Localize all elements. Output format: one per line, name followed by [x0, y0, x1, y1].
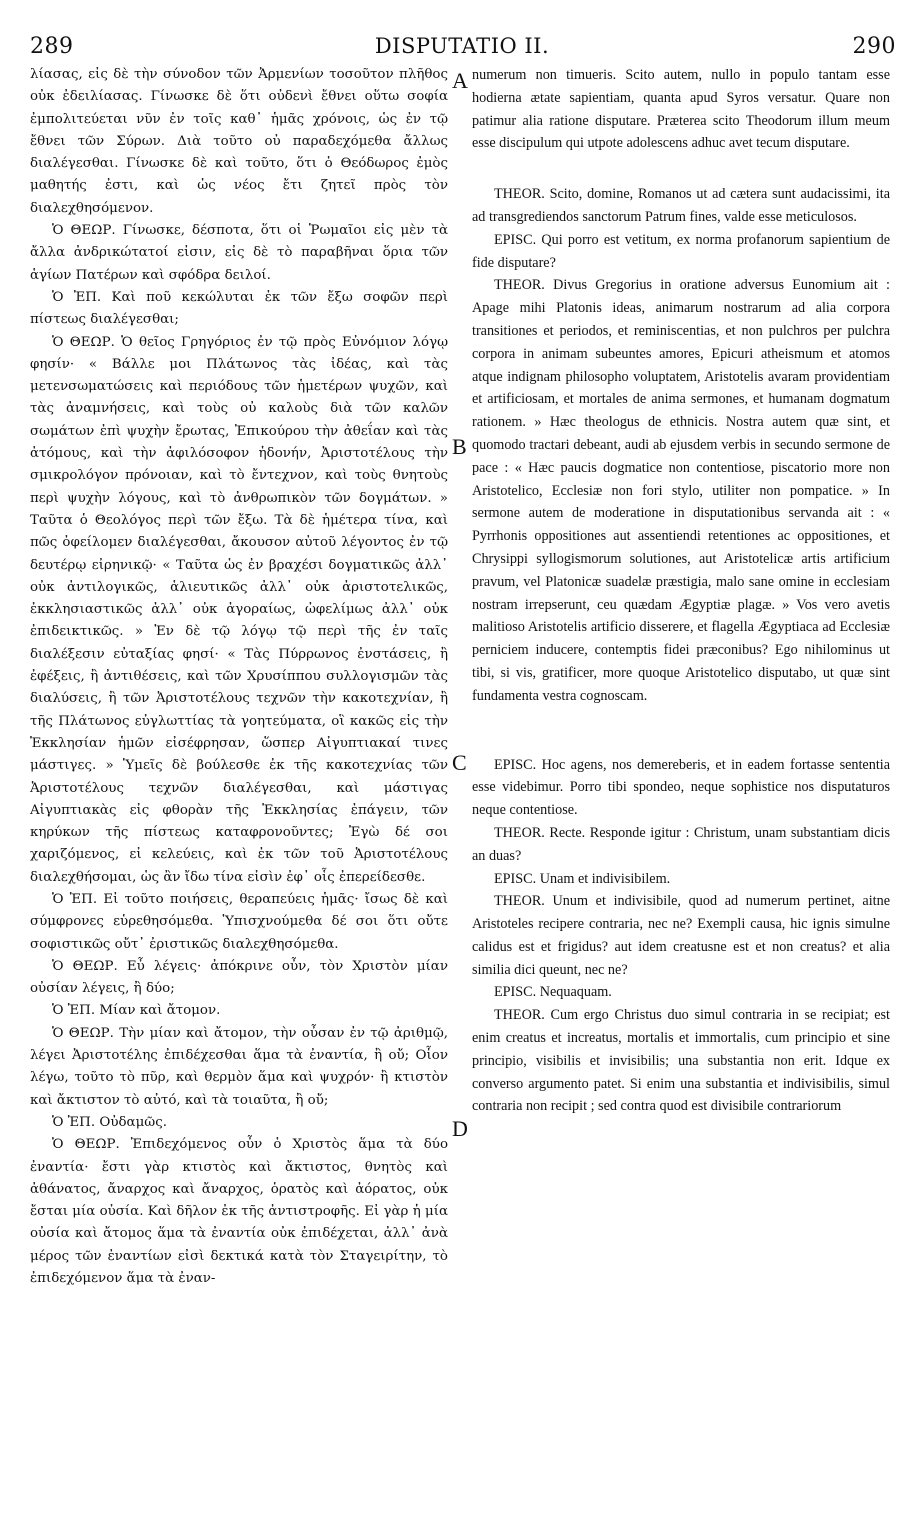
latin-paragraph: THEOR. Unum et indivisibile, quod ad numerum pertinet, aitne Aristoteles recipere contraria, nec ne? Exempli causa, hic ignis simulne calidus est et frigidus? aut idem creatusne est et non creatus? et alia similia dici queunt, nec ne?	[472, 893, 890, 978]
margin-marker-d: D	[452, 1116, 468, 1141]
greek-paragraph: Ὁ ΘΕΩΡ. Εὖ λέγεις· ἀπόκρινε οὖν, τὸν Χριστὸν μίαν οὐσίαν λέγεις, ἢ δύο;	[30, 958, 448, 997]
running-title: DISPUTATIO II.	[374, 34, 550, 58]
latin-paragraph: numerum non timueris. Scito autem, nullo in populo tantam esse hodierna ætate sapientiam, quanta apud Syros versatur. Quare non patimur alia ratione disputare. Præterea scito Theodorum illum meum esse discipulum qui utpote adolescens adhuc avet tecum disputare.	[472, 67, 890, 152]
greek-paragraph: λίασας, εἰς δὲ τὴν σύνοδον τῶν Ἀρμενίων τοσοῦτον πλῆθος οὐκ ἐδειλίασας. Γίνωσκε δὲ ὅτι οὐδενὶ ἔθνει οὕτω σοφία ἐμπολιτεύεται νῦν ἐν τοῖς καθ᾽ ἡμᾶς χρόνοις, ὡς ἐν τῷ ἔθνει τῶν Σύρων. Διὰ τοῦτο οὐ παραδεχόμεθα ἄλλως διαλέγεσθαι. Γίνωσκε δὲ καὶ τοῦτο, ὅτι ὁ Θεόδωρος ἐμὸς μαθητής ἐστι, καὶ ὡς νέος ἔτι ζητεῖ πρὸς τὸν διαλεχθησόμενον.	[30, 67, 448, 216]
latin-paragraph: EPISC. Hoc agens, nos demereberis, et in eadem fortasse sententia esse videbimur. Porro tibi spondeo, neque sophistice nos disputaturos neque contentiose.	[472, 756, 890, 819]
greek-paragraph: Ὁ ἘΠ. Εἰ τοῦτο ποιήσεις, θεραπεύεις ἡμᾶς· ἴσως δὲ καὶ σύμφρονες εὑρεθησόμεθα. Ὑπισχνούμεθα δέ σοι ὅτι οὔτε σοφιστικῶς οὔτ᾽ ἐριστικῶς διαλεχθησόμεθα.	[30, 891, 448, 952]
greek-paragraph: Ὁ ἘΠ. Καὶ ποῦ κεκώλυται ἐκ τῶν ἔξω σοφῶν περὶ πίστεως διαλέγεσθαι;	[30, 289, 448, 328]
greek-paragraph: Ὁ ἘΠ. Οὐδαμῶς.	[52, 1114, 167, 1130]
left-page-number: 289	[30, 34, 74, 59]
margin-marker-c: C	[452, 750, 467, 775]
greek-paragraph: Ὁ ΘΕΩΡ. Τὴν μίαν καὶ ἄτομον, τὴν οὖσαν ἐν τῷ ἀριθμῷ, λέγει Ἀριστοτέλης ἐπιδέχεσθαι ἅμα τὰ ἐναντία, ἢ οὔ; Οἷον λέγω, τοῦτο τὸ πῦρ, καὶ θερμὸν ἅμα καὶ ψυχρόν· ἢ κτιστὸν καὶ ἄκτιστον τὸ αὐτό, καὶ τὰ τοιαῦτα, ἢ οὔ;	[30, 1025, 448, 1108]
greek-paragraph: Ὁ ἘΠ. Μίαν καὶ ἄτομον.	[52, 1003, 221, 1019]
latin-paragraph: EPISC. Unam et indivisibilem.	[494, 870, 671, 887]
greek-paragraph: Ὁ ΘΕΩΡ. Ἐπιδεχόμενος οὖν ὁ Χριστὸς ἅμα τὰ δύο ἐναντία· ἔστι γὰρ κτιστὸς καὶ ἄκτιστος, θνητὸς καὶ ἀθάνατος, ἄναρχος καὶ ἄναρχος, ὁρατὸς καὶ ἀόρατος, οὐκ ἔσται μία οὐσία. Καὶ δῆλον ἐκ τῆς ἀντιστροφῆς. Εἰ γὰρ ἡ μία οὐσία καὶ ἄτομος ἅμα τὰ ἐναντία οὐκ ἐπιδέχεται, ἀλλ᾽ ἀνὰ μέρος τῶν ἐναντίων εἰσὶ δεκτικά κατὰ τὸν Σταγειρίτην, τὸ ἐπιδεχόμενον ἅμα τὰ ἐναν-	[30, 1137, 448, 1287]
latin-column	[472, 64, 890, 1118]
greek-paragraph: Ὁ ΘΕΩΡ. Γίνωσκε, δέσποτα, ὅτι οἱ Ῥωμαῖοι εἰς μὲν τὰ ἄλλα ἀνδρικώτατοί εἰσιν, εἰς δὲ τὸ παραβῆναι ὅρια τῶν ἁγίων Πατέρων καὶ σφόδρα δειλοί.	[30, 223, 448, 283]
greek-paragraph: Ὁ ΘΕΩΡ. Ὁ θεῖος Γρηγόριος ἐν τῷ πρὸς Εὐνόμιον λόγῳ φησίν· « Βάλλε μοι Πλάτωνος τὰς ἰδέας, καὶ τὰς μετενσωματώσεις καὶ περιόδους τῶν ἡμετέρων ψυχῶν, καὶ τὰς ἀναμνήσεις, καὶ τοὺς οὐ καλοὺς διὰ τῶν καλῶν σωμάτων ἐπὶ ψυχὴν ἔρωτας, Ἐπικούρου τὴν ἀθεΐαν καὶ τὰς ἀτόμους, καὶ τὴν ἀφιλόσοφον ἡδονήν, Ἀριστοτέλους τὴν σμικρολόγον πρόνοιαν, καὶ τὸ ἔντεχνον, καὶ τοὺς θνητοὺς περὶ ψυχὴν λόγους, καὶ τὸ ἀνθρωπικὸν τῶν δογμάτων. » Ταῦτα ὁ Θεολόγος περὶ τῶν ἔξω. Τὰ δὲ ἡμέτερα τίνα, καὶ πῶς ὀφείλομεν διαλέγεσθαι, ἄκουσον αὐτοῦ λέγοντος ἐν τῷ δευτέρῳ εἰρηνικῷ· « Ταῦτα ὡς ἐν βραχέσι δογματικῶς ἀλλ᾽ οὐκ ἀντιλογικῶς, ἁλιευτικῶς ἀλλ᾽ οὐκ ἀριστοτελικῶς, ἐκκλησιαστικῶς ἀλλ᾽ οὐκ ἀγοραίως, ὠφελίμως ἀλλ᾽ οὐκ ἐπιδεικτικῶς. » Ἐν δὲ τῷ λόγῳ τῷ περὶ τῆς ἐν ταῖς διαλέξεσιν εὐταξίας φησί· « Τὰς Πύρρωνος ἐνστάσεις, ἢ ἐφέξεις, ἢ ἀντιθέσεις, καὶ τῶν Χρυσίππου συλλογισμῶν τὰς διαλύσεις, ἢ τῶν Ἀριστοτέλους τεχνῶν τὴν κακοτεχνίαν, ἢ τῆς Πλάτωνος εὐγλωττίας τὰ γοητεύματα, οἳ κακῶς εἰς τὴν Ἐκκλησίαν ἡμῶν εἰσέφρησαν, ὥσπερ Αἰγυπτιακαί τινες μάστιγες. » Ὑμεῖς δὲ βούλεσθε ἐκ τῆς κακοτεχνίας τῶν Ἀριστοτέλους τεχνῶν διαλέγεσθαι, καὶ μάστιγας Αἰγυπτιακὰς εἰς φθορὰν τῆς Ἐκκλησίας ἐπάγειν, τῶν κηρύκων τῆς πίστεως καταφρονοῦντες; Ἐγὼ δέ σοι χαριζόμενος, εἰ κελεύεις, καὶ ἐκ τῶν τοῦ Ἀριστοτέλους διαλεχθήσομαι, ὡς ἂν ἴδω τίνα εἰσὶν ἐφ᾽ οἷς ἐπερείδεσθε.	[30, 334, 448, 885]
margin-marker-a: A	[452, 68, 468, 93]
margin-marker-b: B	[452, 434, 467, 459]
right-page-number: 290	[852, 34, 896, 59]
greek-column	[30, 64, 448, 1290]
latin-paragraph: THEOR. Scito, domine, Romanos ut ad cætera sunt audacissimi, ita ad transgrediendos sanctorum Patrum fines, valde esse meticulosos.	[472, 186, 890, 225]
latin-paragraph: THEOR. Recte. Responde igitur : Christum, unam substantiam dicis an duas?	[472, 824, 890, 864]
latin-paragraph: EPISC. Nequaquam.	[494, 984, 612, 1001]
latin-paragraph: THEOR. Cum ergo Christus duo simul contraria in se recipiat; est enim creatus et increatus, mortalis et immortalis, cum principio et sine principio, visibilis et invisibilis; una substantia non erit. Idque ex converso argumento patet. Si enim una substantia et indivisibilis, simul contraria non recipit ; sed contra quod est divisibile contrariorum	[472, 1007, 890, 1115]
latin-paragraph: EPISC. Qui porro est vetitum, ex norma profanorum sapientium de fide disputare?	[472, 231, 890, 271]
latin-paragraph: THEOR. Divus Gregorius in oratione adversus Eunomium ait : Apage mihi Platonis ideas, animarum nostrarum ad alia corpora transitiones et periodos, et reminiscentias, et non pulchros per pulchra corpora in animam subeuntes amores, Epicuri atheismum et atomos atque indignam philosopho voluptatem, Aristotelis avaram providentiam et artificiosam, et mortales de anima sermones, et humanam dogmatum rationem. » Hæc theologus de ethnicis. Nostra autem quæ sint, et quomodo tractari debeant, audi ab ejusdem verbis in secundo sermone de pace : « Hæc paucis dogmatice non contentiose, piscatorio more non Aristotelico, Ecclesiæ non fori stylo, utiliter non pompatice. » In sermone autem de moderatione in disputationibus servanda ait : « Pyrrhonis oppositiones aut assentiendi retentiones ac oppositiones, et Chrysippi syllogismorum solutiones, aut Aristotelicæ artis artificium pravum, vel Platonicæ suadelæ præstigia, malo sane omine in ecclesiam nostram irrepserunt, ceu quædam Ægyptiæ plagæ. » Vos vero avetis malitioso Aristotelis artificio disserere, et flagella Ægyptiaca ad Ecclesiæ perniciem inducere, contemptis fidei præconibus? Ego nihilominus ut tibi, si vis, gratificer, more quoque Aristotelico disputabo, ut quæ sint fundamenta vestra cognoscam.	[472, 277, 890, 704]
